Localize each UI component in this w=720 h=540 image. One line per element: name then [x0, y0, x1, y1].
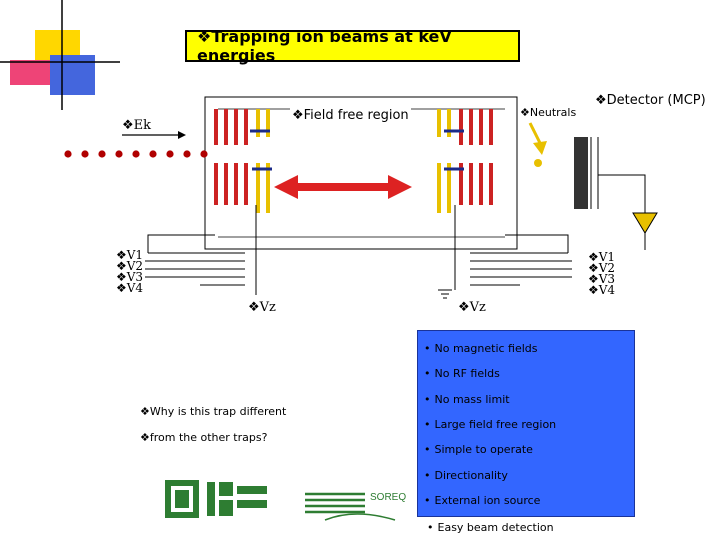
neutrals-arrow	[530, 123, 540, 143]
feature-list-item	[424, 418, 556, 431]
left-v3: ❖V3	[116, 270, 144, 284]
ion-dot	[98, 150, 105, 157]
right-v4: ❖V4	[588, 283, 616, 297]
feature-text: Directionality	[434, 468, 508, 482]
right-wiring	[470, 235, 572, 285]
feature-text: External ion source	[434, 493, 541, 507]
bullet-icon: •	[424, 417, 431, 431]
electrodes	[214, 109, 493, 213]
electrode-pair	[447, 109, 451, 213]
left-wiring	[145, 235, 245, 285]
feature-text: Large field free region	[434, 417, 557, 431]
right-v3: ❖V3	[588, 272, 616, 286]
feature-list-item	[424, 342, 538, 355]
detector-triangle	[633, 213, 657, 233]
electrode-pair	[469, 109, 473, 205]
left-voltage-labels	[116, 250, 143, 294]
question-line-2: ❖from the other traps?	[140, 431, 268, 444]
electrode-pair	[234, 109, 238, 205]
soreq-logo-text: SOREQ	[370, 492, 407, 503]
bullet-icon: •	[424, 493, 431, 507]
feature-text: Easy beam detection	[437, 521, 554, 535]
left-v1: ❖V1	[116, 248, 144, 262]
feature-text: Simple to operate	[434, 443, 533, 457]
feature-list-item	[424, 367, 500, 380]
electrode-pair	[489, 109, 493, 205]
electrode-pair	[224, 109, 228, 205]
neutral-dot	[534, 159, 542, 167]
electrode-pair	[459, 109, 463, 205]
neutrals-label: ❖Neutrals	[520, 106, 577, 119]
ground-icon	[438, 290, 452, 298]
left-v2: ❖V2	[116, 259, 144, 273]
field-free-label: ❖Field free region	[292, 108, 409, 123]
feature-text: No mass limit	[434, 392, 510, 406]
feature-list-item	[424, 494, 540, 507]
feature-list-item	[424, 469, 508, 482]
ek-arrowhead	[178, 131, 186, 139]
ion-beam-dots	[64, 150, 207, 157]
bullet-icon: •	[424, 443, 431, 457]
right-v1: ❖V1	[588, 250, 616, 264]
feature-text: No RF fields	[434, 367, 500, 381]
ion-dot	[64, 150, 71, 157]
left-v4: ❖V4	[116, 281, 144, 295]
ek-label: ❖Ek	[122, 118, 152, 133]
electrode-pair	[214, 109, 218, 205]
electrode-pair	[256, 109, 260, 213]
soreq-logo	[305, 486, 417, 526]
ion-dot	[149, 150, 156, 157]
feature-list-item	[424, 443, 533, 456]
vz-right-label: ❖Vz	[458, 300, 486, 315]
vz-left-label: ❖Vz	[248, 300, 276, 315]
electrode-pair	[437, 109, 441, 213]
ion-dot	[183, 150, 190, 157]
bullet-icon: •	[424, 342, 431, 355]
electrode-pair	[244, 109, 248, 205]
detector-plate	[574, 137, 588, 209]
institute-logo	[165, 478, 270, 520]
feature-list-item	[424, 393, 510, 406]
detector-label: ❖Detector (MCP)	[595, 93, 706, 108]
detector-wire	[598, 175, 645, 213]
bullet-icon: •	[424, 468, 431, 482]
beam-direction-arrow	[274, 175, 412, 199]
bullet-icon: •	[424, 367, 431, 381]
electrode-pair	[266, 109, 270, 213]
feature-text: No magnetic fields	[434, 342, 538, 355]
ion-dot	[200, 150, 207, 157]
ion-dot	[115, 150, 122, 157]
bullet-icon: •	[427, 521, 434, 535]
slide-title: ❖Trapping ion beams at keV energies	[185, 30, 520, 62]
ion-dot	[81, 150, 88, 157]
ion-dot	[132, 150, 139, 157]
bullet-icon: •	[424, 392, 431, 406]
right-voltage-labels	[588, 252, 615, 296]
right-v2: ❖V2	[588, 261, 616, 275]
electrode-pair	[479, 109, 483, 205]
question-line-1: ❖Why is this trap different	[140, 405, 287, 418]
feature-list-item	[423, 519, 558, 536]
ion-dot	[166, 150, 173, 157]
